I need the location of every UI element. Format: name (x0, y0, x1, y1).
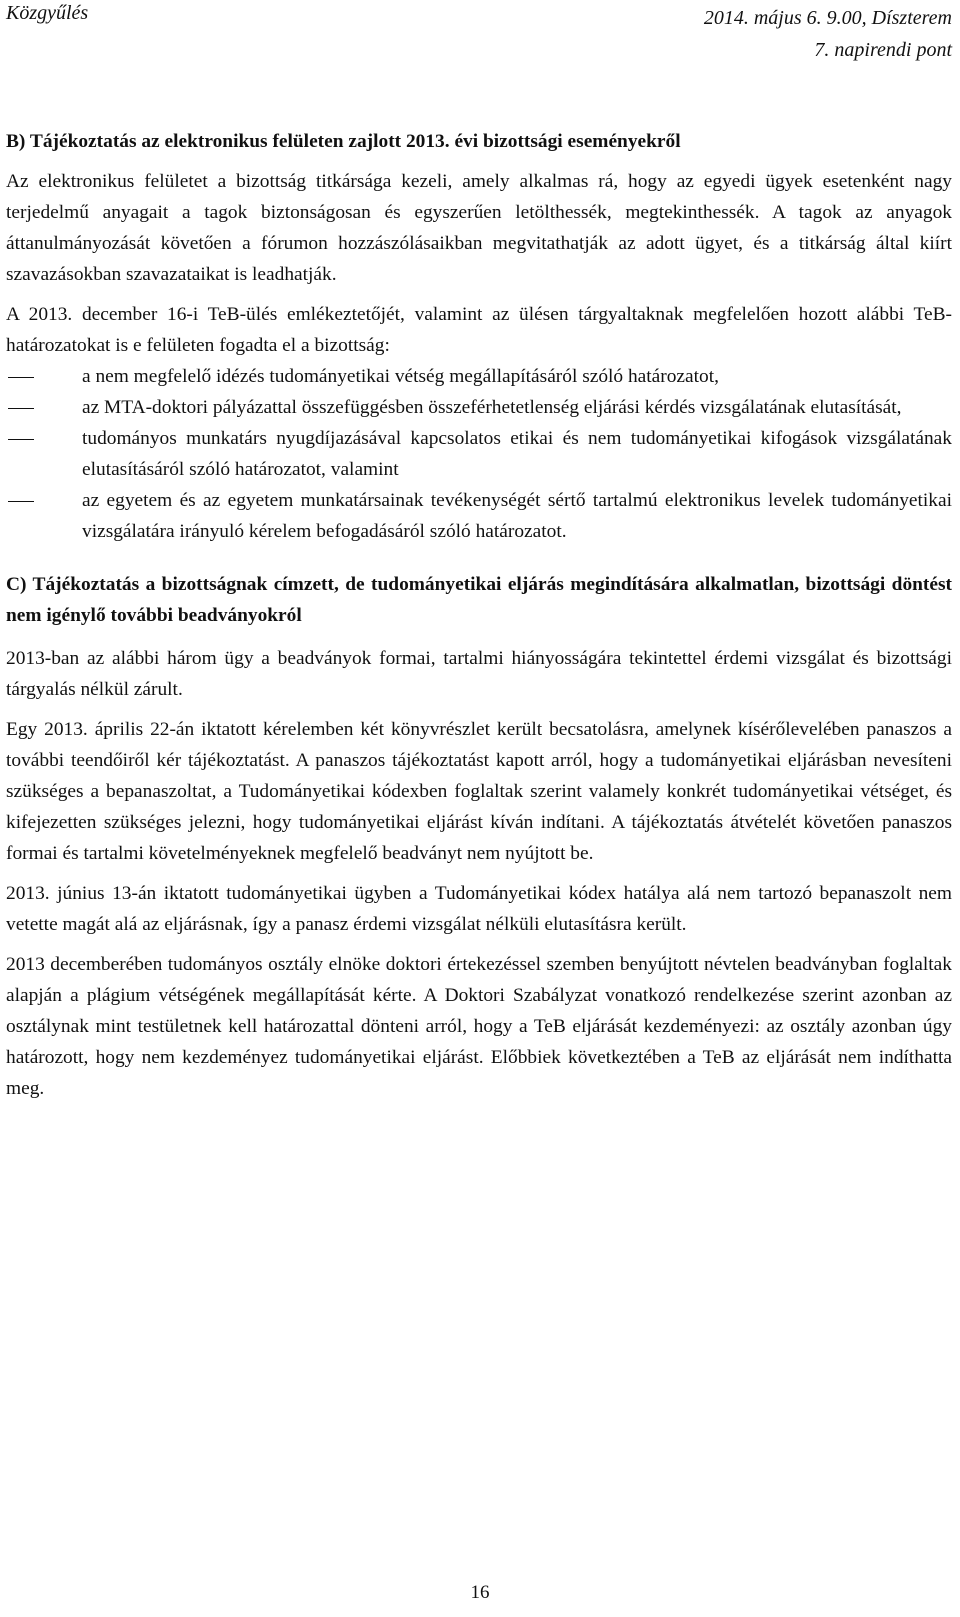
document-body (6, 126, 952, 1113)
page-header (0, 0, 960, 80)
resolutions-list (6, 361, 952, 547)
header-agenda-item: 7. napirendi pont (814, 39, 952, 61)
section-c-paragraph: Egy 2013. április 22-án iktatott kérelemben két könyvrészlet került becsatolásra, amelynek kísérőlevelében panaszos a további teendőiről kér tájékoztatást. A panaszos tájékoztatást kapott arról, hogy a tudományetikai eljárásban nevesíteni szükséges a bepanaszoltat, a Tudományetikai kódexben foglaltak szerint valamely konkrét tudományetikai vétséget, és kifejezetten szükséges jelezni, hogy tudományetikai eljárást kíván indítani. A tájékoztatás átvételét követően panaszos formai és tartalmi követelményeknek megfelelő beadványt nem nyújtott be. (6, 719, 952, 864)
section-b-paragraph: Az elektronikus felületet a bizottság titkársága kezeli, amely alkalmas rá, hogy az egyedi ügyek esetenként nagy terjedelmű anyagait a tagok biztonságosan és egyszerűen letölthessék, megtekinthessék. A tagok az anyagok áttanulmányozását követően a fórumon hozzászólásaikban megvitathatják az adott ügyet, és a titkárság által kiírt szavazásokban szavazataikat is leadhatják. (6, 171, 952, 285)
header-meeting-info (704, 2, 952, 66)
section-b-paragraph: A 2013. december 16-i TeB-ülés emlékeztetőjét, valamint az ülésen tárgyaltaknak megfelelően hozott alábbi TeB-határozatokat is e felületen fogadta el a bizottság: (6, 304, 952, 356)
header-meeting-name: Közgyűlés (6, 2, 89, 24)
list-item: a nem megfelelő idézés tudományetikai vétség megállapításáról szóló határozatot, (6, 361, 952, 392)
section-b-heading: B) Tájékoztatás az elektronikus felületen zajlott 2013. évi bizottsági eseményekről (6, 131, 681, 152)
section-c-heading: C) Tájékoztatás a bizottságnak címzett, de tudományetikai eljárás megindítására alkalmatlan, bizottsági döntést nem igénylő további beadványokról (6, 574, 952, 626)
header-date-location: 2014. május 6. 9.00, Díszterem (703, 7, 952, 29)
section-c-paragraph: 2013-ban az alábbi három ügy a beadványok formai, tartalmi hiányosságára tekintettel érdemi vizsgálat és bizottsági tárgyalás nélkül zárult. (6, 648, 952, 700)
section-c-paragraph: 2013. június 13-án iktatott tudományetikai ügyben a Tudományetikai kódex hatálya alá nem tartozó bepanaszolt nem vetette magát alá az eljárásnak, így a panasz érdemi vizsgálat nélküli elutasításra került. (6, 883, 952, 935)
list-item: tudományos munkatárs nyugdíjazásával kapcsolatos etikai és nem tudományetikai kifogások vizsgálatának elutasításáról szóló határozatot, valamint (6, 423, 952, 485)
list-item: az MTA-doktori pályázattal összefüggésben összeférhetetlenség eljárási kérdés vizsgálatának elutasítását, (6, 392, 952, 423)
section-c-paragraph: 2013 decemberében tudományos osztály elnöke doktori értekezéssel szemben benyújtott névtelen beadványban foglaltak alapján a plágium vétségének megállapítását kérte. A Doktori Szabályzat vonatkozó rendelkezése szerint azonban az osztálynak mint testületnek kell határozattal dönteni arról, hogy a TeB eljárását kezdeményezi: az osztály azonban úgy határozott, hogy nem kezdeményez tudományetikai eljárást. Előbbiek következtében a TeB az eljárását nem indíthatta meg. (6, 954, 952, 1099)
list-item: az egyetem és az egyetem munkatársainak tevékenységét sértő tartalmú elektronikus levelek tudományetikai vizsgálatára irányuló kérelem befogadásáról szóló határozatot. (6, 485, 952, 547)
page-number: 16 (470, 1582, 490, 1603)
